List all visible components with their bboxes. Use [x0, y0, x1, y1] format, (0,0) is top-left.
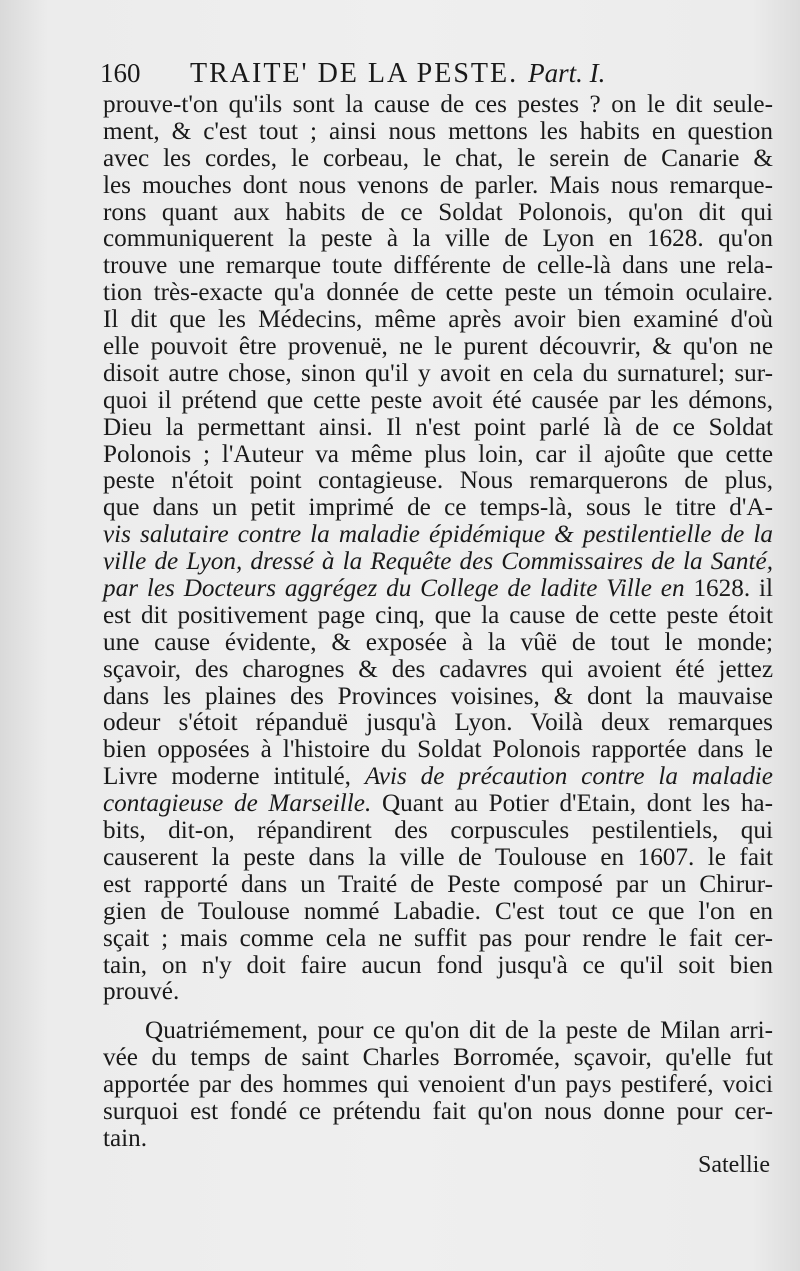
text-line: quoi il prétend que cette peste avoit été causée par les démons,: [103, 386, 773, 414]
text-fragment: Livre moderne intitulé,: [103, 763, 365, 791]
text-line: surquoi est fondé ce prétendu fait qu'on nous donne pour cer-: [103, 1097, 773, 1125]
text-fragment: Quant au Potier d'Etain, dont les ha-: [371, 790, 773, 818]
text-line: dans les plaines des Provinces voisines, & dont la mauvaise: [103, 682, 773, 710]
italic-title-line: vis salutaire contre la maladie épidémique & pestilentielle de la: [103, 521, 773, 549]
italic-book-title: contagieuse de Marseille.: [103, 790, 372, 818]
text-line: gien de Toulouse nommé Labadie. C'est tout ce que l'on en: [103, 897, 773, 925]
text-line: [103, 576, 773, 603]
text-line: prouvé.: [103, 978, 180, 1006]
text-line: [103, 791, 773, 818]
text-line: sçait ; mais comme cela ne suffit pas pour rendre le fait cer-: [103, 924, 773, 952]
text-fragment: 1628. il: [684, 575, 773, 603]
text-line: une cause évidente, & exposée à la vûë de tout le monde;: [103, 628, 773, 656]
text-line: Polonois ; l'Auteur va même plus loin, car il ajoûte que cette: [103, 440, 773, 468]
text-line: prouve-t'on qu'ils sont la cause de ces pestes ? on le dit seule-: [103, 91, 773, 118]
page-number: 160: [100, 58, 141, 88]
text-line: est dit positivement page cinq, que la cause de cette peste étoit: [103, 601, 773, 629]
italic-book-title: Avis de précaution contre la maladie: [364, 763, 773, 791]
text-line: elle pouvoit être provenuë, ne le purent découvrir, & qu'on ne: [103, 333, 773, 361]
text-line: communiquerent la peste à la ville de Lyon en 1628. qu'on: [103, 225, 773, 253]
text-line: Dieu la permettant ainsi. Il n'est point parlé là de ce Soldat: [103, 413, 773, 441]
text-line: Quatriémement, pour ce qu'on dit de la peste de Milan arri-: [145, 1017, 773, 1045]
text-line: sçavoir, des charognes & des cadavres qui avoient été jettez: [103, 655, 773, 683]
italic-title-line: ville de Lyon, dressé à la Requête des Commissaires de la Santé,: [103, 548, 773, 576]
text-line: ment, & c'est tout ; ainsi nous mettons les habits en question: [103, 117, 773, 145]
running-title: TRAITE' DE LA PESTE.: [190, 58, 519, 89]
text-line: bits, dit-on, répandirent des corpuscules pestilentiels, qui: [103, 817, 773, 845]
text-line: que dans un petit imprimé de ce temps-là, sous le titre d'A-: [103, 494, 773, 522]
text-line: tain.: [103, 1124, 148, 1152]
catchword: Satellie: [698, 1152, 770, 1178]
text-line: avec les cordes, le corbeau, le chat, le serein de Canarie &: [103, 144, 773, 172]
text-line: est rapporté dans un Traité de Peste composé par un Chirur-: [103, 870, 773, 898]
text-line: rons quant aux habits de ce Soldat Polonois, qu'on dit qui: [103, 198, 773, 226]
paragraph: [103, 1018, 773, 1152]
text-line: bien opposées à l'histoire du Soldat Polonois rapportée dans le: [103, 736, 773, 764]
text-line: [103, 764, 773, 791]
text-line: tain, on n'y doit faire aucun fond jusqu'à ce qu'il soit bien: [103, 951, 773, 979]
text-line: odeur s'étoit répanduë jusqu'à Lyon. Voilà deux remarques: [103, 709, 773, 737]
paragraph: [103, 92, 773, 1006]
text-line: les mouches dont nous venons de parler. Mais nous remarque-: [103, 171, 773, 199]
text-line: vée du temps de saint Charles Borromée, sçavoir, qu'elle fut: [103, 1044, 773, 1072]
text-line: Il dit que les Médecins, même après avoir bien examiné d'où: [103, 306, 773, 334]
text-line: disoit autre chose, sinon qu'il y avoit en cela du surnaturel; sur-: [103, 359, 773, 387]
page-body: [103, 92, 773, 1153]
italic-title-line: par les Docteurs aggrégez du College de ladite Ville en: [103, 575, 685, 603]
text-line: peste n'étoit point contagieuse. Nous remarquerons de plus,: [103, 467, 773, 495]
text-line: tion très-exacte qu'a donnée de cette peste un témoin oculaire.: [103, 279, 773, 307]
text-line: apportée par des hommes qui venoient d'un pays pestiferé, voici: [103, 1071, 773, 1099]
text-line: causerent la peste dans la ville de Toulouse en 1607. le fait: [103, 843, 773, 871]
part-label: Part. I.: [528, 58, 606, 88]
text-line: trouve une remarque toute différente de celle-là dans une rela-: [103, 252, 773, 280]
